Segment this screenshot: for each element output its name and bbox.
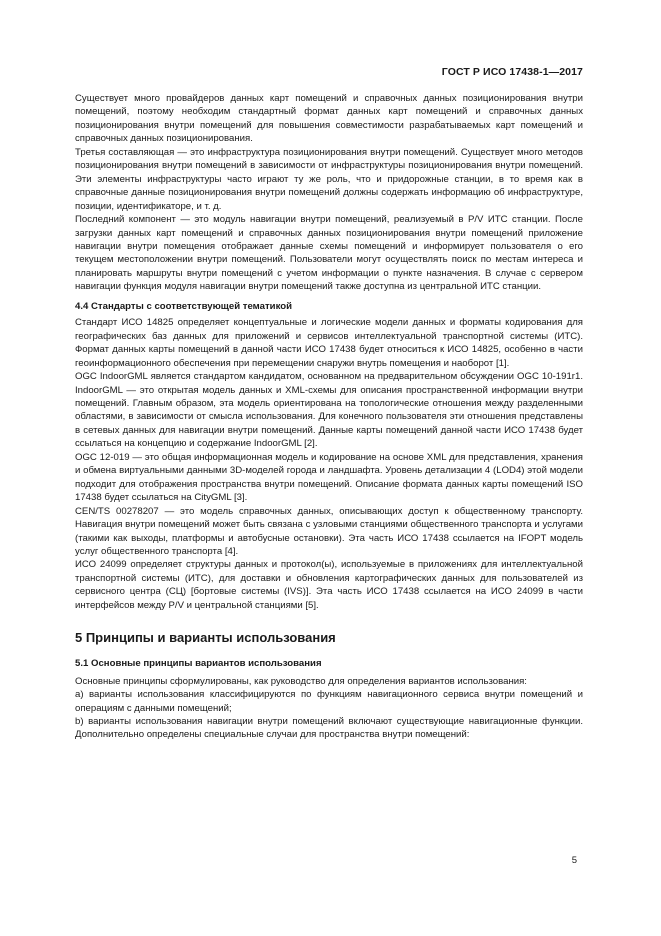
list-item: b) варианты использования навигации внутри помещений включают существующие навигационные функции. Дополнительно определены специальные случаи для пространства внутри помещений: [75, 716, 583, 741]
document-header: ГОСТ Р ИСО 17438-1—2017 [441, 66, 583, 78]
paragraph: Последний компонент — это модуль навигации внутри помещений, реализуемый в P/V ИТС станции. После загрузки данных карт помещений и справочных данных позиционирования внутри помещений приложение навигации внутри помещения отображает данные схемы помещений и информирует пользователя о его текущем местоположении внутри помещений. Пользователи могут осуществлять поиск по местам интереса и планировать маршруты внутри помещений с учетом информации о пункте назначения. В случае с сервером навигации функция модуля навигации внутри помещений также доступна из центральной ИТС станции. [75, 214, 583, 293]
paragraph: OGC 12-019 — это общая информационная модель и кодирование на основе XML для представления, хранения и обмена виртуальными данными 3D-моделей города и ландшафта. Уровень детализации 4 (LOD4) этой модели подходит для отображения пространства внутри помещений. Описание формата данных карты помещений ISO 17438 будет ссылаться на CityGML [3]. [75, 451, 583, 504]
section-heading-4-4: 4.4 Стандарты с соответствующей тематикой [75, 300, 293, 312]
section-heading-5: 5 Принципы и варианты использования [75, 630, 336, 646]
paragraph: Стандарт ИСО 14825 определяет концептуальные и логические модели данных и форматы кодирования для географических баз данных для приложений и сервисов интеллектуальной транспортной системы (ИТС). Формат данных карты помещений в данной части ИСО 17438 будет относиться к ИСО 14825, особенно в части геоинформационного обеспечения при перемещении снаружи внутрь помещения и наоборот [1]. [75, 317, 583, 369]
paragraph: CEN/TS 00278207 — это модель справочных данных, описывающих доступ к общественному транспорту. Навигация внутри помещений может быть связана с узловыми станциями общественного транспорта и услугами (такими как выходы, платформы и автобусные остановки). Эта часть ИСО 17438 ссылается на IFOPT модель услуг общественного транспорта [4]. [75, 505, 583, 557]
paragraph: OGC IndoorGML является стандартом кандидатом, основанном на предварительном обсуждении OGC 10-191r1. IndoorGML — это открытая модель данных и XML-схемы для описания пространственной информации внутри помещений. Главным образом, эта модель ориентирована на топологические отношения между разделенными областями, в зависимости от смысла использования. Для конечного пользователя эти отношения представлены в сетевых данных для навигации внутри помещений. Данные карты помещений данной части ИСО 17438 будет ссылаться на концепцию и содержание IndoorGML [2]. [75, 371, 583, 450]
paragraph: Основные принципы сформулированы, как руководство для определения вариантов использования: [75, 675, 527, 687]
section-heading-5-1: 5.1 Основные принципы вариантов использования [75, 658, 322, 670]
list-item: a) варианты использования классифицируются по функциям навигационного сервиса внутри помещений и операциям с данными помещений; [75, 689, 583, 714]
paragraph: Существует много провайдеров данных карт помещений и справочных данных позиционирования внутри помещений, поэтому необходим стандартный формат данных карт помещений и справочных данных позиционирования внутри помещений для повышения совместимости разрабатываемых карт помещений и справочных данных позиционирования. [75, 93, 583, 145]
paragraph: Третья составляющая — это инфраструктура позиционирования внутри помещений. Существует много методов позиционирования внутри помещений в зависимости от инфраструктуры позиционирования внутри помещений. Эти элементы инфраструктуры часто играют ту же роль, что и придорожные станции, в то время как в справочные данные позиционирования внутри помещений должны содержать информацию об инфраструктуре, позиции, идентификаторе, и т. д. [75, 146, 583, 212]
page-number: 5 [571, 855, 577, 866]
document-body [75, 92, 583, 742]
paragraph: ИСО 24099 определяет структуры данных и протокол(ы), используемые в приложениях для интеллектуальной транспортной системы (ИТС), для доставки и обновления картографических данных для пользователей из сервисного центра (СЦ) [бортовые системы (IVS)]. Эта часть ИСО 17438 ссылается на ИСО 24099 в части интерфейсов между P/V и центральной станциями [5]. [75, 559, 583, 611]
